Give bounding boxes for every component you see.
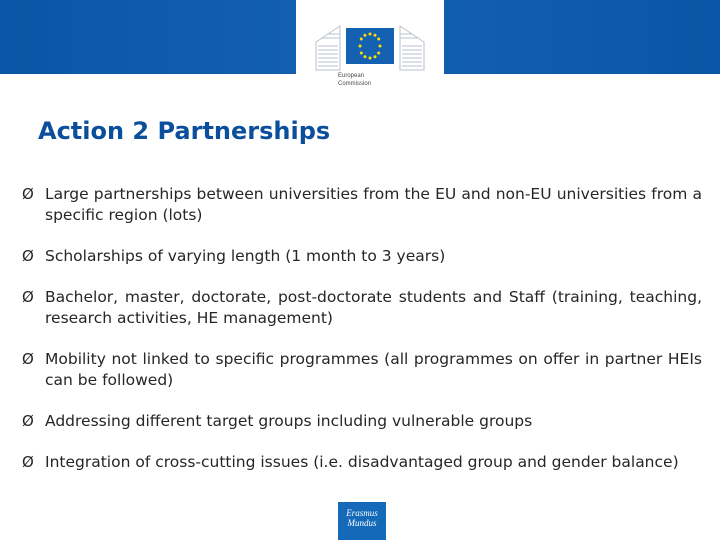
bullet-item <box>20 411 702 432</box>
arrow-bullet-icon: Ø <box>22 453 34 471</box>
arrow-bullet-icon: Ø <box>22 185 34 203</box>
bullet-text: Bachelor, master, doctorate, post-doctorate students and Staff (training, teaching, research activities, HE management) <box>45 288 702 327</box>
erasmus-logo-line-2: Mundus <box>347 518 377 528</box>
erasmus-logo-line-1: Erasmus <box>346 508 378 518</box>
bullet-item <box>20 349 702 391</box>
bullet-text: Addressing different target groups including vulnerable groups <box>45 412 533 430</box>
erasmus-mundus-logo <box>338 502 386 540</box>
logo-line-1: European <box>338 73 365 79</box>
arrow-bullet-icon: Ø <box>22 288 34 306</box>
european-commission-logo <box>296 0 444 100</box>
arrow-bullet-icon: Ø <box>22 412 34 430</box>
bullet-text: Large partnerships between universities from the EU and non-EU universities from a specific region (lots) <box>45 185 702 224</box>
arrow-bullet-icon: Ø <box>22 247 34 265</box>
bullet-item <box>20 287 702 329</box>
bullet-item <box>20 246 702 267</box>
logo-line-2: Commission <box>338 81 372 87</box>
arrow-bullet-icon: Ø <box>22 350 34 368</box>
logo-text <box>338 72 398 88</box>
commission-building-icon <box>310 12 430 72</box>
slide-title: Action 2 Partnerships <box>38 117 331 145</box>
bullet-text: Integration of cross-cutting issues (i.e. disadvantaged group and gender balance) <box>45 453 679 471</box>
bullet-list <box>20 184 702 493</box>
bullet-item <box>20 184 702 226</box>
bullet-text: Mobility not linked to specific programmes (all programmes on offer in partner HEIs can be followed) <box>45 350 702 389</box>
bullet-item <box>20 452 702 473</box>
bullet-text: Scholarships of varying length (1 month to 3 years) <box>45 247 446 265</box>
